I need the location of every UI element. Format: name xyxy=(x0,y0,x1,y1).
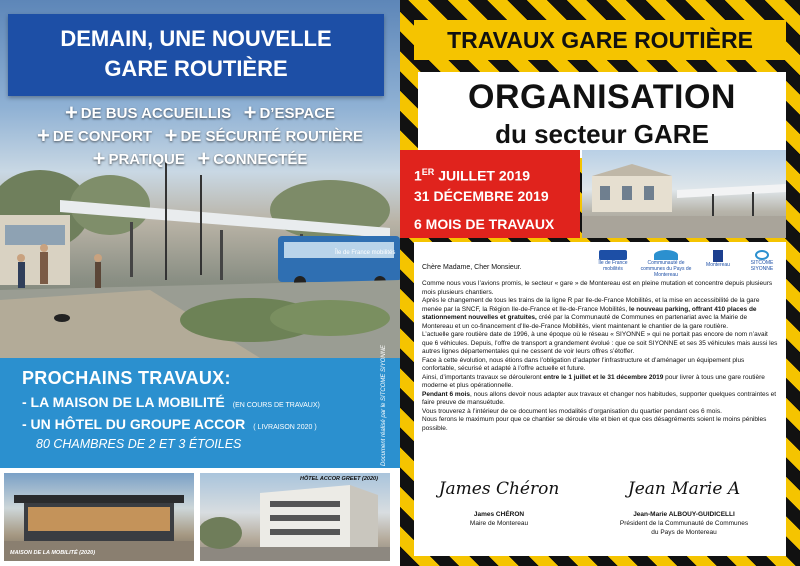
signature-president xyxy=(594,478,774,537)
plus-icon: + xyxy=(64,100,78,125)
letter-paragraph-5-part-c: pour livrer à tous une gare routière moderne et plus opérationnelle. xyxy=(422,373,765,389)
dates-box xyxy=(400,150,580,238)
organisation-subtitle: du secteur GARE xyxy=(495,119,709,149)
benefit-comfort: DE CONFORT xyxy=(52,128,153,145)
headline-box xyxy=(8,14,384,96)
letter-paragraph-1: Comme nous vous l’avions promis, le secteur « gare » de Montereau est en pleine mutation et concentre depuis plusieurs mois plusieurs chantiers. xyxy=(422,280,773,296)
photo-mobility-house xyxy=(4,473,194,561)
montereau-crest-icon xyxy=(713,250,723,262)
letter-paragraph-5-part-a: Ainsi, d’importants travaux se dérouleront xyxy=(422,373,544,381)
station-rendering xyxy=(0,0,400,358)
next-works-title: PROCHAINS TRAVAUX: xyxy=(22,368,231,388)
cc-pays-montereau-logo-text: Communauté de communes du Pays de Montereau xyxy=(640,260,692,278)
photo-accor-hotel-caption: HÔTEL ACCOR GREET (2020) xyxy=(300,476,378,482)
signature-mayor-handwriting: James Chéron xyxy=(438,479,560,499)
bus-brand-label: Île de France mobilités xyxy=(335,250,396,256)
signature-mayor-title: Maire de Montereau xyxy=(469,520,529,527)
next-works-item-mobility-note: (EN COURS DE TRAVAUX) xyxy=(232,402,320,409)
idf-mobilites-logo xyxy=(592,250,634,272)
headline-line1: DEMAIN, UNE NOUVELLE xyxy=(60,26,332,51)
benefit-practical: PRATIQUE xyxy=(108,151,185,168)
cc-pays-montereau-logo xyxy=(640,250,692,278)
plus-icon: + xyxy=(92,146,106,171)
signature-president-title-1: Président de la Communauté de Communes xyxy=(619,520,749,527)
works-duration: 6 MOIS DE TRAVAUX xyxy=(414,215,555,232)
mayor-letter xyxy=(414,242,786,556)
letter-paragraph-2 xyxy=(422,297,778,331)
sitcome-siyonne-logo-text: SITCOME SIYONNE xyxy=(750,260,774,272)
next-works-item-hotel xyxy=(22,415,388,437)
benefit-safety: DE SÉCURITÉ ROUTIÈRE xyxy=(180,128,363,145)
benefits-list xyxy=(0,102,400,171)
next-works-item-mobility xyxy=(22,393,388,415)
letter-paragraph-3: L’actuelle gare routière date de 1996, à une époque où le réseau « SIYONNE » qui ne portait pas encore de nom n’avait que 6 véhicules. Depuis, l’offre de transport a grandement évolué : que ce soit SIYONNE et ses 35 véhicules mais aussi les autres lignes départementales qui ne cessent de voir leurs offres s’étoffer. xyxy=(422,331,778,355)
letter-greeting: Chère Madame, Cher Monsieur. xyxy=(422,264,522,271)
photo-accor-hotel-art xyxy=(200,473,390,561)
letter-paragraph-2-part-c: créé par la Communauté de Communes en partenariat avec la Mairie de Montereau et un co-financement d’Ile-de-France Mobilités, vient maintenant le chantier de la gare routière. xyxy=(422,314,748,330)
date-start-day: 1 xyxy=(414,167,422,184)
letter-paragraph-7: Vous trouverez à l’intérieur de ce document les modalités d’organisation du quartier pendant ces 6 mois. xyxy=(422,407,722,415)
partner-logos xyxy=(592,250,782,278)
organisation-box xyxy=(418,72,786,158)
photo-mobility-house-art xyxy=(4,473,194,561)
headline-line2: GARE ROUTIÈRE xyxy=(104,56,288,81)
date-start xyxy=(414,162,580,186)
date-start-ordinal: ER xyxy=(421,167,435,177)
plus-icon: + xyxy=(197,146,211,171)
works-banner: TRAVAUX GARE ROUTIÈRE xyxy=(414,20,786,60)
letter-paragraph-5 xyxy=(422,374,778,391)
signature-president-name: Jean-Marie ALBOUY-GUIDICELLI xyxy=(633,511,735,518)
letter-body xyxy=(422,280,778,433)
montereau-logo-text: Montereau xyxy=(706,262,730,268)
benefit-connected: CONNECTÉE xyxy=(213,151,308,168)
signature-president-title-2: du Pays de Montereau xyxy=(651,529,717,536)
letter-paragraph-2-bold: le nouveau parking, offrant 410 places de stationnement nouvelles et gratuites, xyxy=(422,305,757,321)
next-works-hotel-rooms: 80 CHAMBRES DE 2 ET 3 ÉTOILES xyxy=(36,437,242,451)
station-render-art xyxy=(582,150,786,238)
plus-icon: + xyxy=(37,123,50,148)
idf-mobilites-logo-text: Île de France mobilités xyxy=(598,260,628,272)
credit-text: Document réalisé par le SITCOME SIYONNE xyxy=(381,344,387,466)
station-render-image xyxy=(582,150,786,238)
next-works-item-hotel-label: - UN HÔTEL DU GROUPE ACCOR xyxy=(22,416,246,432)
organisation-title: ORGANISATION xyxy=(468,78,736,116)
credit-vertical xyxy=(381,344,391,466)
plus-icon: + xyxy=(243,100,257,125)
letter-paragraph-8: Nous ferons le maximum pour que ce chantier se déroule vite et bien et que ces désagréments soient le moins pénibles possible. xyxy=(422,416,767,432)
letter-paragraph-5-bold: entre le 1 juillet et le 31 décembre 2019 xyxy=(543,373,664,381)
letter-paragraph-2-part-a: Après le changement de tous les trains de la ligne R par Ile-de-France Mobilités, et la mise en accessibilité de la gare menée par la SNCF, la Région Ile-de-France et Ile-de-France Mobilités, xyxy=(422,297,760,313)
benefit-buses: DE BUS ACCUEILLIS xyxy=(80,105,232,122)
signature-mayor-name: James CHÉRON xyxy=(473,511,525,518)
benefit-space: D’ESPACE xyxy=(259,105,336,122)
signature-mayor xyxy=(434,478,564,528)
next-works-item-mobility-label: - LA MAISON DE LA MOBILITÉ xyxy=(22,394,225,410)
cc-pays-montereau-icon xyxy=(654,250,678,260)
photo-accor-hotel xyxy=(200,473,390,561)
next-works-item-hotel-note: ( LIVRAISON 2020 ) xyxy=(253,424,317,431)
sitcome-siyonne-logo xyxy=(742,250,782,272)
letter-paragraph-6 xyxy=(422,391,778,408)
sitcome-siyonne-icon xyxy=(755,250,769,260)
right-panel xyxy=(400,0,800,566)
next-works-box xyxy=(0,358,400,468)
letter-paragraph-6-rest: , nous allons devoir nous adapter aux travaux et changer nos habitudes, supporter quelques contraintes et faire preuve de mansuétude. xyxy=(422,390,777,406)
date-end: 31 DÉCEMBRE 2019 xyxy=(414,187,549,204)
signature-president-handwriting: Jean Marie A xyxy=(627,479,741,499)
letter-paragraph-4: Face à cette évolution, nous étions dans l’obligation d’adapter l’infrastructure et d’aménager un équipement plus confortable, sécurisé et adapté à l’offre actuelle et future. xyxy=(422,356,745,372)
plus-icon: + xyxy=(164,123,178,148)
idf-mobilites-icon xyxy=(599,250,627,260)
montereau-logo xyxy=(698,250,738,272)
photo-mobility-house-caption: MAISON DE LA MOBILITÉ (2020) xyxy=(10,550,96,556)
letter-paragraph-6-bold: Pendant 6 mois xyxy=(422,390,471,398)
date-start-month: JUILLET 2019 xyxy=(434,167,531,184)
